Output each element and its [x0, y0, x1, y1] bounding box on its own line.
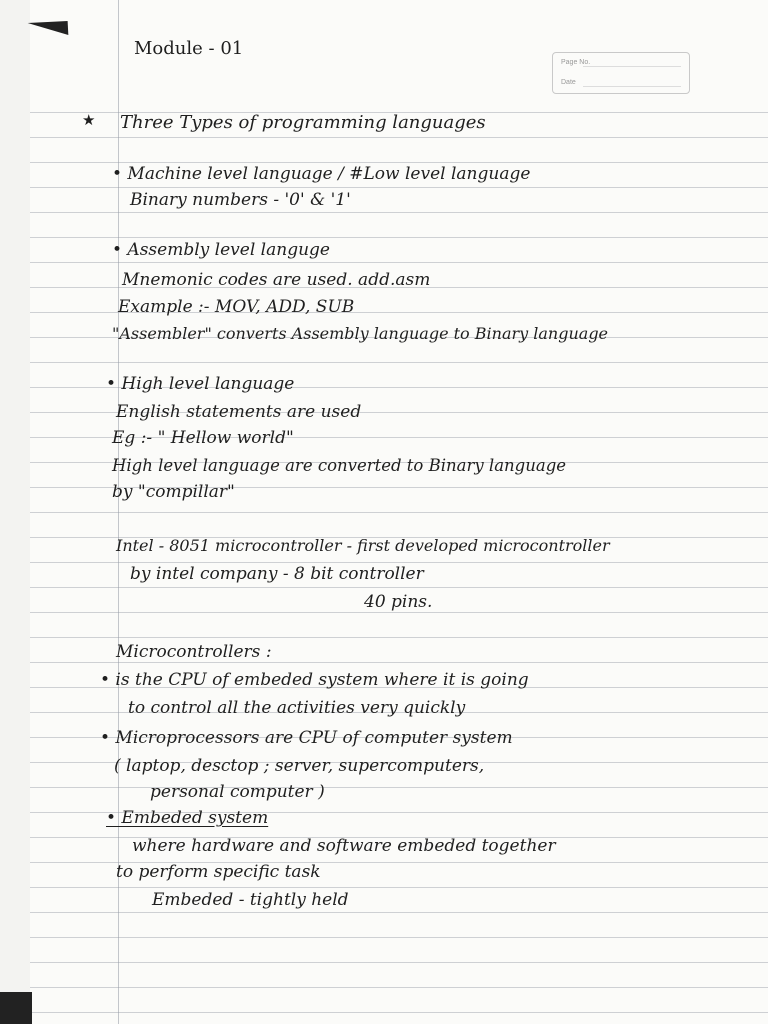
note-line-microcontrollers-heading: Microcontrollers :	[116, 642, 272, 662]
note-line-personal-computer: personal computer )	[150, 782, 325, 802]
note-line-english-statements: English statements are used	[116, 402, 362, 422]
note-line-assembly-example: Example :- MOV, ADD, SUB	[118, 297, 355, 317]
note-line-cpu-embedded: • is the CPU of embeded system where it is going	[100, 670, 529, 690]
note-line-mnemonic-codes: Mnemonic codes are used. add.asm	[122, 270, 431, 290]
note-line-tightly-held: Embeded - tightly held	[152, 890, 349, 910]
date-label: Date	[561, 79, 576, 86]
note-line-intel-8051: Intel - 8051 microcontroller - first developed microcontroller	[116, 536, 610, 555]
date-line	[583, 86, 681, 87]
note-line-converted: High level language are converted to Binary language	[112, 456, 567, 475]
note-line-laptop-desktop: ( laptop, desctop ; server, supercomputers,	[114, 756, 485, 776]
page-no-line	[583, 66, 681, 67]
note-line-high-level-language: • High level language	[106, 374, 295, 394]
star-bullet-icon: ★	[82, 111, 96, 129]
note-line-hardware-software: where hardware and software embeded together	[132, 836, 556, 856]
page-edge	[0, 0, 30, 1024]
note-line-pins: 40 pins.	[364, 592, 433, 612]
note-line-control-activities: to control all the activities very quickly	[128, 698, 466, 718]
page-number-date-box	[552, 52, 690, 94]
note-line-machine-language: • Machine level language / #Low level language	[112, 164, 531, 184]
note-line-specific-task: to perform specific task	[116, 862, 321, 882]
page-corner-mark-bottom	[0, 992, 32, 1024]
note-line-embedded-system: • Embeded system	[106, 808, 269, 828]
note-line-binary-numbers: Binary numbers - '0' & '1'	[130, 190, 351, 210]
note-line-assembly-language: • Assembly level languge	[112, 240, 330, 260]
note-line-intel-company: by intel company - 8 bit controller	[130, 564, 424, 584]
note-line-compiler: by "compillar"	[112, 482, 235, 502]
note-line-microprocessors: • Microprocessors are CPU of computer system	[100, 728, 513, 748]
page-corner-mark	[28, 21, 69, 37]
section-heading: Three Types of programming languages	[120, 112, 486, 133]
note-line-assembler: "Assembler" converts Assembly language to Binary language	[112, 324, 609, 343]
page-title: Module - 01	[134, 38, 244, 59]
page-no-label: Page No.	[561, 59, 591, 66]
note-line-hello-world: Eg :- " Hellow world"	[112, 428, 294, 448]
